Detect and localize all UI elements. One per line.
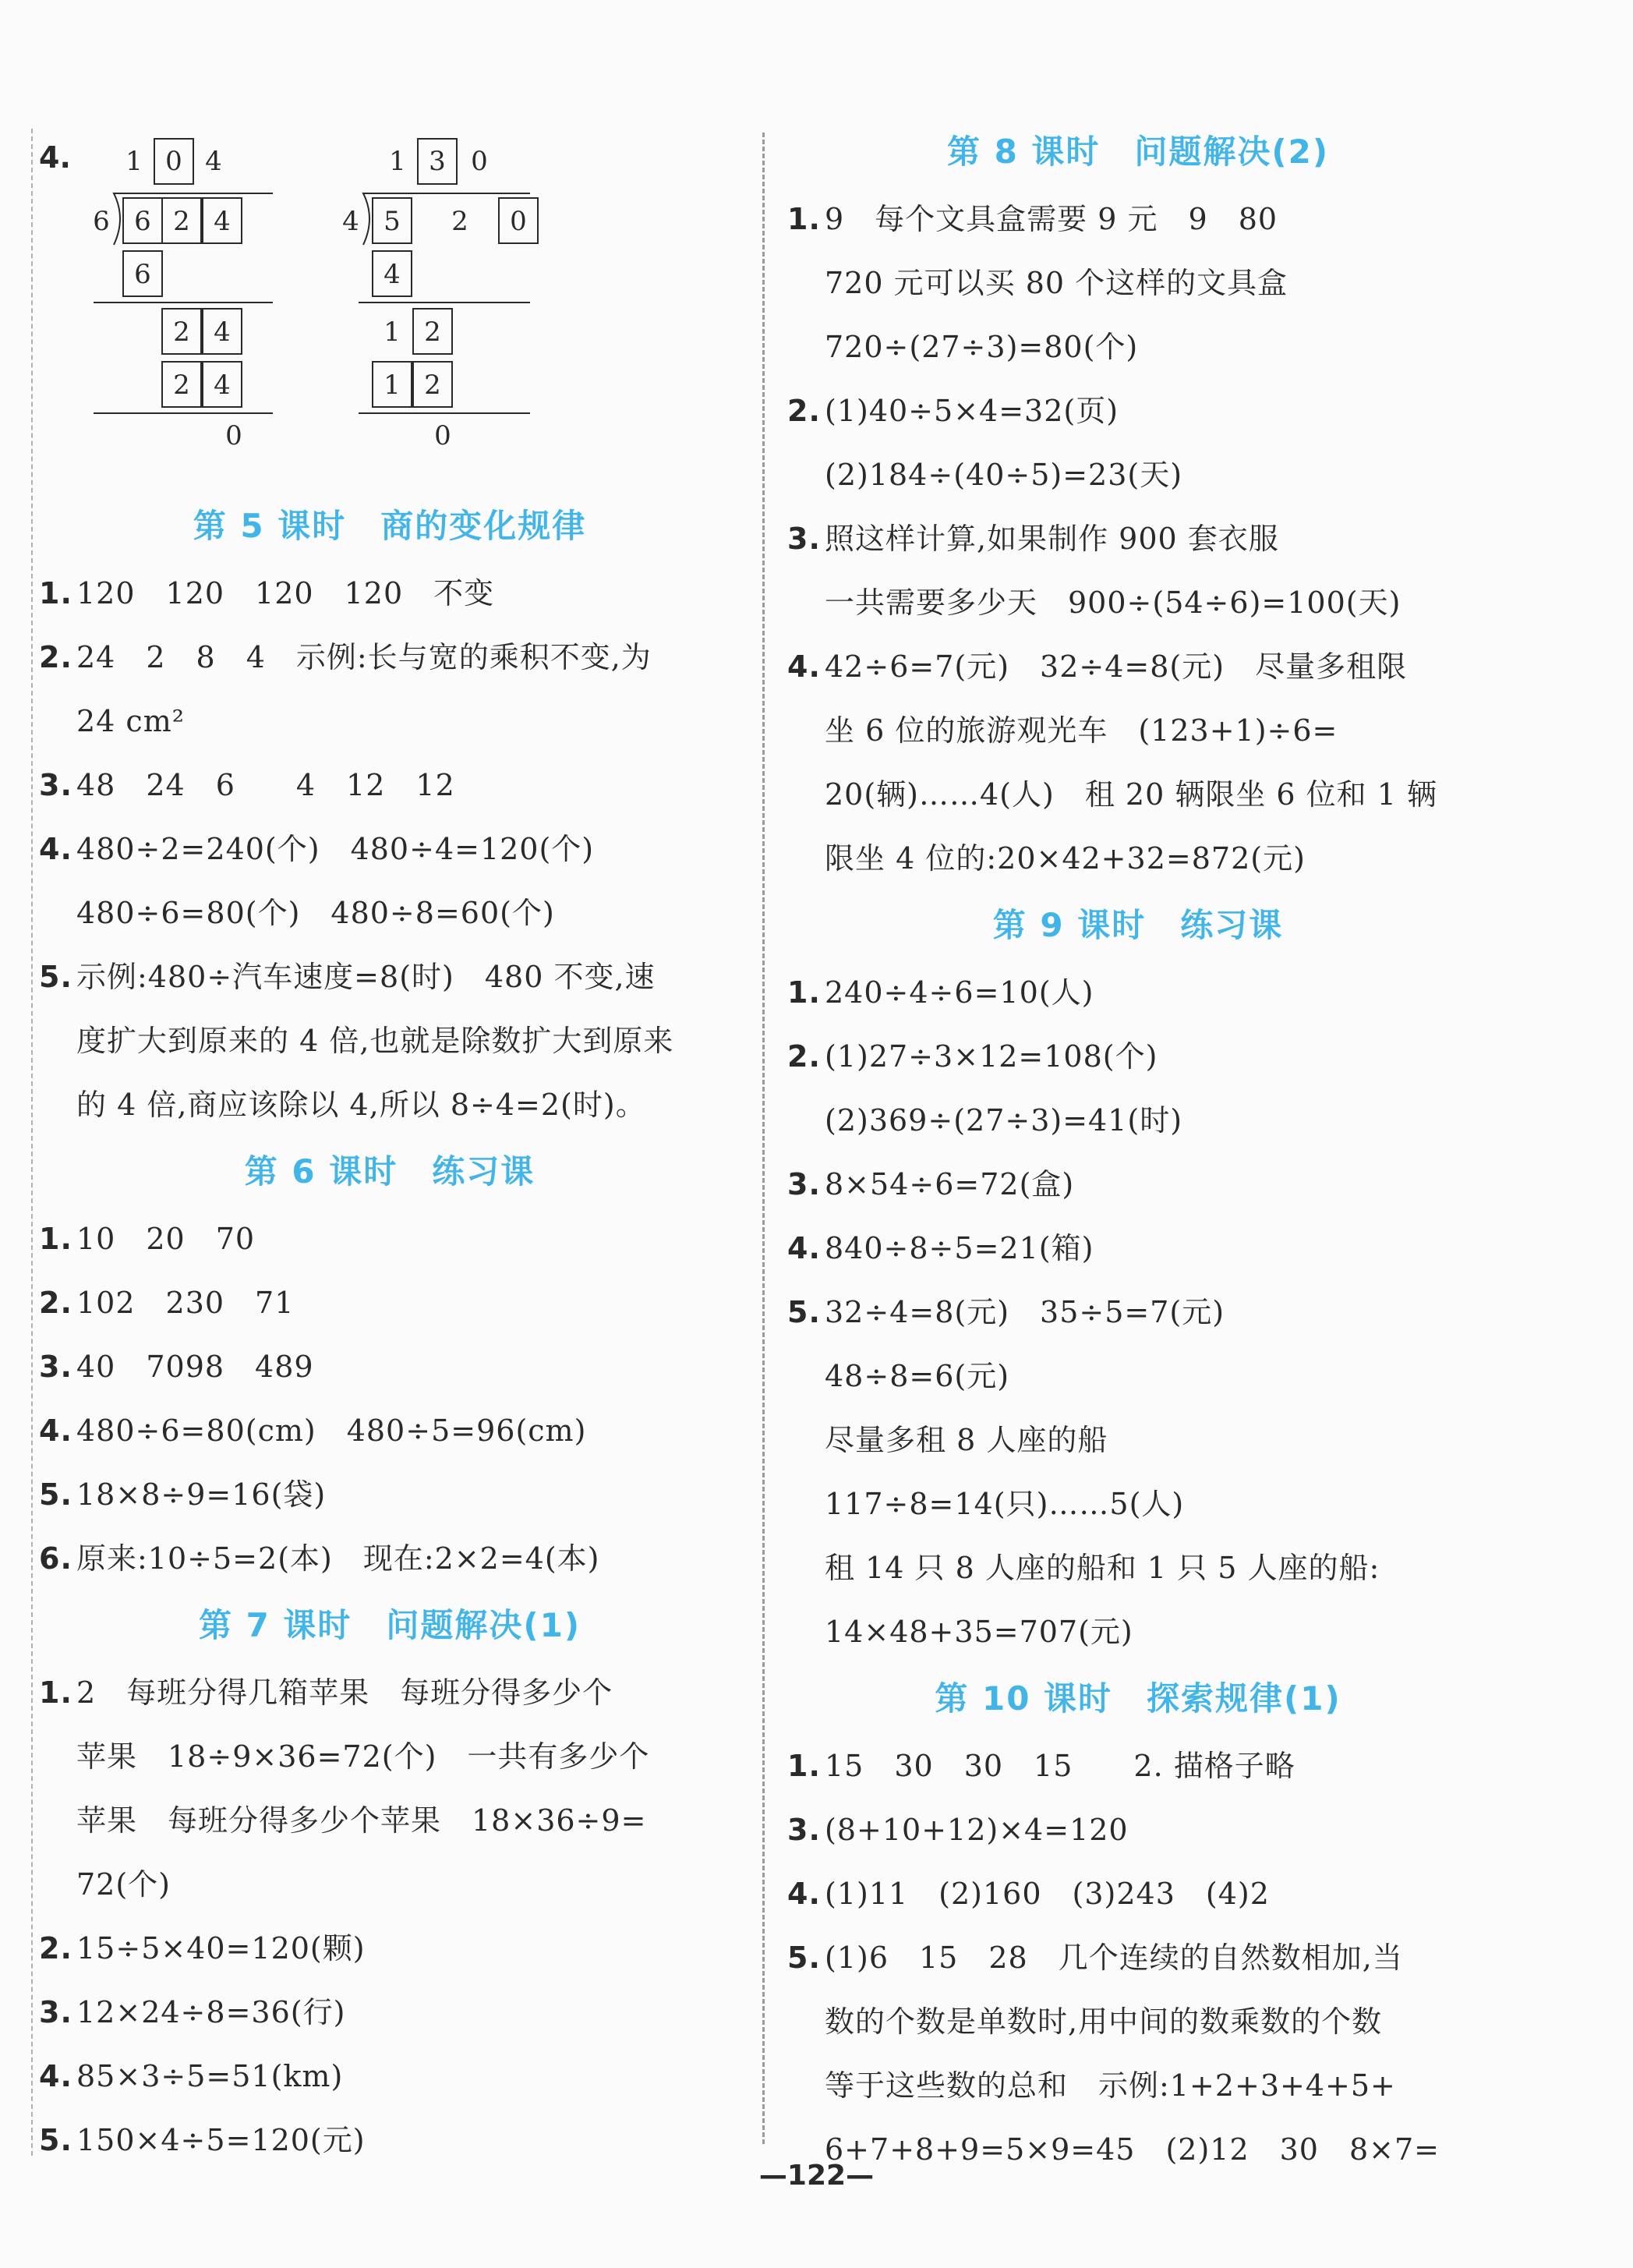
answer-line: [39, 1661, 741, 1725]
dividend-digit: 2: [173, 206, 190, 237]
question-number: 5.: [39, 1477, 72, 1512]
step-digit: 4: [214, 370, 231, 401]
step-digit: 2: [424, 317, 441, 348]
answer-text: 12×24÷8=36(行): [76, 1995, 346, 2029]
dividend-digit: 5: [384, 206, 401, 237]
question-number: 4.: [787, 649, 821, 684]
answer-line: [787, 826, 1489, 890]
answer-line: [39, 1852, 741, 1916]
question-number: 2.: [39, 1931, 72, 1965]
answer-text: 480÷2=240(个) 480÷4=120(个): [76, 832, 595, 866]
long-division-diagram: [39, 117, 741, 491]
right-sections: [787, 117, 1489, 2181]
dividend-digit: 4: [214, 206, 231, 237]
section-heading: 第 10 课时 探索规律(1): [935, 1679, 1341, 1718]
answer-text: 24 cm²: [76, 704, 185, 738]
answer-text: (1)27÷3×12=108(个): [825, 1039, 1158, 1074]
answer-line: [787, 1408, 1489, 1472]
question-number: 1.: [39, 1222, 72, 1256]
answer-text: 14×48+35=707(元): [825, 1615, 1133, 1649]
answer-line: [787, 2054, 1489, 2118]
answer-line: [39, 1073, 741, 1137]
question-number: 3.: [39, 1995, 72, 2029]
answer-line: [787, 1536, 1489, 1600]
answer-text: 限坐 4 位的:20×42+32=872(元): [825, 841, 1306, 876]
answer-line: [787, 762, 1489, 826]
answer-line: [787, 1024, 1489, 1088]
answer-line: [787, 1152, 1489, 1216]
question-number: 2.: [787, 394, 821, 428]
right-column: [787, 117, 1489, 2181]
dividend-digit: 6: [134, 206, 151, 237]
answer-text: 6+7+8+9=5×9=45 (2)12 30 8×7=: [825, 2132, 1440, 2167]
answer-line: [39, 1916, 741, 1980]
answer-line: [39, 1399, 741, 1463]
question-number: 3.: [787, 1813, 821, 1847]
answer-text: 等于这些数的总和 示例:1+2+3+4+5+: [825, 2068, 1396, 2103]
answer-text: (2)184÷(40÷5)=23(天): [825, 458, 1183, 492]
question-number: 4.: [39, 140, 71, 175]
answer-text: 15÷5×40=120(颗): [76, 1931, 366, 1965]
question-number: 5.: [39, 2123, 72, 2157]
answer-text: 150×4÷5=120(元): [76, 2123, 366, 2157]
answer-line: [787, 507, 1489, 571]
question-number: 5.: [787, 1941, 821, 1975]
answer-text: 102 230 71: [76, 1286, 295, 1320]
answer-line: [787, 443, 1489, 507]
step-digit: 1: [384, 317, 401, 348]
answer-line: [39, 689, 741, 753]
answer-text: 度扩大到原来的 4 倍,也就是除数扩大到原来: [76, 1024, 674, 1058]
quotient-digit: 0: [165, 146, 182, 177]
question-number: 4.: [39, 832, 72, 866]
answer-text: 20(辆)……4(人) 租 20 辆限坐 6 位和 1 辆: [825, 777, 1438, 812]
answer-line: [787, 1216, 1489, 1280]
answer-text: 15 30 30 15 2. 描格子略: [825, 1749, 1295, 1783]
question-number: 1.: [787, 202, 821, 236]
quotient-digit: 1: [125, 146, 143, 177]
question-number: 2.: [39, 1286, 72, 1320]
step-digit: 2: [173, 370, 190, 401]
step-digit: 2: [424, 370, 441, 401]
section-heading: 第 6 课时 练习课: [244, 1152, 535, 1191]
answer-text: 原来:10÷5=2(本) 现在:2×2=4(本): [76, 1541, 600, 1576]
column-divider: [762, 133, 765, 2144]
answer-text: 9 每个文具盒需要 9 元 9 80: [825, 202, 1278, 236]
quotient-digit: 1: [389, 146, 406, 177]
question-number: 4.: [39, 2059, 72, 2093]
answer-line: [39, 561, 741, 625]
answer-text: 2 每班分得几箱苹果 每班分得多少个: [76, 1675, 613, 1710]
page-number: —122—: [758, 2160, 875, 2192]
answer-line: [787, 1862, 1489, 1926]
answer-text: 48 24 6 4 12 12: [76, 768, 455, 802]
step-digit: 2: [173, 317, 190, 348]
answer-text: 坐 6 位的旅游观光车 (123+1)÷6=: [825, 713, 1338, 748]
answer-line: [787, 315, 1489, 379]
question-number: 1.: [787, 1749, 821, 1783]
answer-line: [787, 1088, 1489, 1152]
answer-text: 40 7098 489: [76, 1350, 314, 1384]
answer-line: [787, 961, 1489, 1024]
long-division-block: [39, 117, 741, 491]
answer-text: 85×3÷5=51(km): [76, 2059, 344, 2093]
answer-text: 10 20 70: [76, 1222, 256, 1256]
divisor: 6: [93, 206, 110, 237]
question-number: 3.: [787, 1167, 821, 1201]
answer-text: 32÷4=8(元) 35÷5=7(元): [825, 1295, 1225, 1329]
step-digit: 1: [384, 370, 401, 401]
answer-line: [39, 1789, 741, 1852]
answer-line: [787, 1600, 1489, 1664]
answer-text: 720 元可以买 80 个这样的文具盒: [825, 266, 1288, 300]
answer-text: 18×8÷9=16(袋): [76, 1477, 327, 1512]
step-digit: 4: [384, 259, 401, 290]
answer-line: [39, 1980, 741, 2044]
answer-line: [787, 187, 1489, 251]
answer-text: 数的个数是单数时,用中间的数乘数的个数: [825, 2004, 1383, 2039]
answer-text: 72(个): [76, 1867, 171, 1902]
answer-line: [39, 2044, 741, 2108]
answer-text: 117÷8=14(只)……5(人): [825, 1487, 1185, 1521]
answer-line: [39, 1335, 741, 1399]
step-digit: 4: [214, 317, 231, 348]
question-number: 3.: [39, 768, 72, 802]
section-heading: 第 7 课时 问题解决(1): [198, 1606, 581, 1644]
question-number: 5.: [39, 960, 72, 994]
answer-text: 24 2 8 4 示例:长与宽的乘积不变,为: [76, 640, 652, 674]
dividend-digit: 2: [451, 206, 468, 237]
answer-line: [39, 881, 741, 945]
answer-line: [787, 635, 1489, 699]
answer-text: (8+10+12)×4=120: [825, 1813, 1129, 1847]
answer-line: [39, 817, 741, 881]
quotient-digit: 4: [205, 146, 222, 177]
left-column: [39, 117, 741, 2172]
dividend-digit: 0: [510, 206, 527, 237]
answer-text: (1)11 (2)160 (3)243 (4)2: [825, 1877, 1270, 1911]
answer-text: 480÷6=80(个) 480÷8=60(个): [76, 896, 555, 930]
answer-line: [39, 1725, 741, 1789]
step-digit: 6: [134, 259, 151, 290]
answer-line: [39, 1207, 741, 1271]
question-number: 1.: [39, 576, 72, 610]
divisor: 4: [342, 206, 359, 237]
answer-line: [787, 1798, 1489, 1862]
answer-line: [39, 1271, 741, 1335]
question-number: 4.: [787, 1877, 821, 1911]
left-sections: [39, 491, 741, 2172]
answer-line: [39, 1527, 741, 1590]
answer-text: (2)369÷(27÷3)=41(时): [825, 1103, 1183, 1138]
question-number: 3.: [787, 522, 821, 556]
answer-line: [39, 625, 741, 689]
section-heading: 第 9 课时 练习课: [992, 906, 1284, 944]
question-number: 5.: [787, 1295, 821, 1329]
answer-text: 720÷(27÷3)=80(个): [825, 330, 1139, 364]
answer-text: 42÷6=7(元) 32÷4=8(元) 尽量多租限: [825, 649, 1408, 684]
answer-line: [787, 571, 1489, 635]
answer-text: 示例:480÷汽车速度=8(时) 480 不变,速: [76, 960, 656, 994]
answer-text: 120 120 120 120 不变: [76, 576, 495, 610]
question-number: 4.: [787, 1231, 821, 1265]
answer-line: [787, 1734, 1489, 1798]
answer-line: [787, 1990, 1489, 2054]
answer-text: 的 4 倍,商应该除以 4,所以 8÷4=2(时)。: [76, 1088, 646, 1122]
question-number: 2.: [39, 640, 72, 674]
question-number: 1.: [787, 975, 821, 1010]
answer-line: [39, 1463, 741, 1527]
answer-text: (1)40÷5×4=32(页): [825, 394, 1119, 428]
question-number: 1.: [39, 1675, 72, 1710]
answer-text: (1)6 15 28 几个连续的自然数相加,当: [825, 1941, 1403, 1975]
answer-line: [787, 1472, 1489, 1536]
quotient-digit: 0: [471, 146, 488, 177]
answer-text: 一共需要多少天 900÷(54÷6)=100(天): [825, 586, 1401, 620]
answer-text: 苹果 18÷9×36=72(个) 一共有多少个: [76, 1739, 650, 1774]
answer-line: [39, 1009, 741, 1073]
answer-text: 尽量多租 8 人座的船: [825, 1423, 1108, 1457]
section-heading: 第 8 课时 问题解决(2): [946, 133, 1330, 171]
answer-line: [787, 699, 1489, 762]
answer-text: 照这样计算,如果制作 900 套衣服: [825, 522, 1279, 556]
answer-text: 480÷6=80(cm) 480÷5=96(cm): [76, 1414, 587, 1448]
answer-text: 48÷8=6(元): [825, 1359, 1010, 1393]
left-margin-line: [31, 129, 33, 2156]
answer-line: [787, 1926, 1489, 1990]
answer-text: 840÷8÷5=21(箱): [825, 1231, 1094, 1265]
question-number: 6.: [39, 1541, 72, 1576]
answer-text: 租 14 只 8 人座的船和 1 只 5 人座的船:: [825, 1551, 1380, 1585]
answer-line: [39, 945, 741, 1009]
answer-text: 苹果 每班分得多少个苹果 18×36÷9=: [76, 1803, 647, 1838]
answer-line: [787, 1280, 1489, 1344]
remainder: 0: [434, 420, 451, 451]
answer-line: [787, 1344, 1489, 1408]
question-number: 2.: [787, 1039, 821, 1074]
question-number: 4.: [39, 1414, 72, 1448]
answer-line: [787, 251, 1489, 315]
remainder: 0: [225, 420, 242, 451]
section-heading: 第 5 课时 商的变化规律: [193, 507, 587, 545]
answer-line: [39, 753, 741, 817]
answer-text: 240÷4÷6=10(人): [825, 975, 1094, 1010]
answer-line: [787, 379, 1489, 443]
question-number: 3.: [39, 1350, 72, 1384]
quotient-digit: 3: [429, 146, 446, 177]
answer-text: 8×54÷6=72(盒): [825, 1167, 1075, 1201]
